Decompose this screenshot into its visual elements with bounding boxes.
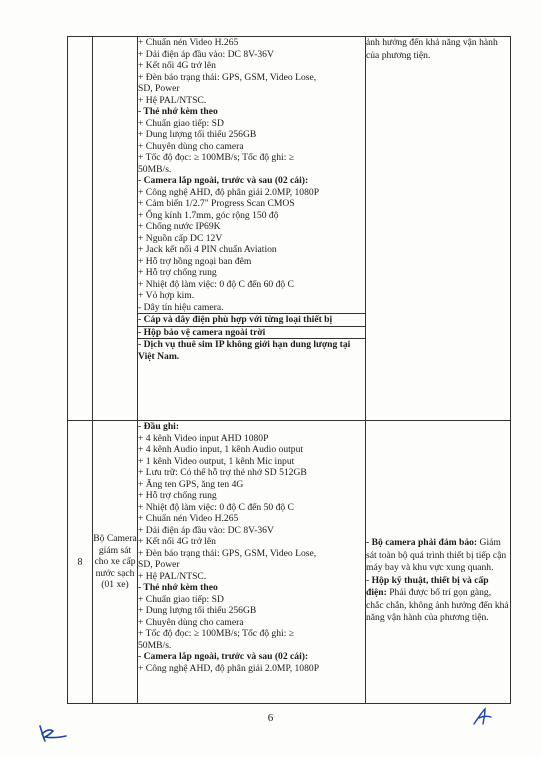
spec-line: + Vỏ hợp kim. (138, 290, 195, 301)
spec-line: + 4 kênh Video input AHD 1080P (138, 432, 269, 444)
spec-line: + Dải điện áp đầu vào: DC 8V-36V (138, 48, 274, 60)
spec-table (67, 36, 511, 704)
spec-line: + Hệ PAL/NTSC. (138, 570, 207, 582)
spec-line: + Dải điện áp đầu vào: DC 8V-36V (138, 524, 274, 536)
cell-notes (366, 421, 511, 704)
spec-line: + Chuẩn nén Video H.265 (138, 37, 239, 48)
spec-line: + Tốc độ đọc: ≥ 100MB/s; Tốc độ ghi: ≥ (138, 628, 295, 639)
note-text: ảnh hưởng đến khả năng vận hành của phương tiện. (366, 37, 498, 61)
spec-line: + Hỗ trợ chống rung (138, 490, 217, 501)
note-text: Giám sát toàn bộ quá trình thiết bị tiếp cận máy bay và khu vực xung quanh. (366, 537, 507, 574)
note-text: Phải được bố trí gọn gàng, chắc chắn, không ảnh hưởng đến khả năng vận hành của phương tiện. (366, 587, 509, 624)
cell-number-empty (68, 37, 93, 421)
spec-line: + Chuyên dùng cho camera (138, 140, 244, 152)
spec-line: + Cảm biến 1/2.7" Progress Scan CMOS (138, 198, 295, 209)
spec-line: + Lưu trữ: Có thể hỗ trợ thẻ nhớ SD 512GB (138, 467, 307, 478)
spec-bold-item: - Cáp và dây điện phù hợp với từng loại thiết bị (138, 314, 333, 325)
spec-line: + Dung lượng tối thiểu 256GB (138, 605, 257, 616)
spec-line: - Dây tín hiệu camera. (138, 301, 224, 313)
note-title: - Bộ camera phải đảm bảo: (366, 537, 478, 549)
spec-line: + Chuyên dùng cho camera (138, 616, 244, 628)
spec-line: + Kết nối 4G trở lên (138, 60, 216, 71)
spec-line: + Chuẩn nén Video H.265 (138, 513, 239, 524)
cell-specs-continued (138, 37, 366, 421)
spec-line: + 4 kênh Audio input, 1 kênh Audio output (138, 444, 304, 455)
spec-line: + Jack kết nối 4 PIN chuẩn Aviation (138, 244, 277, 255)
spec-line: 50MB/s. (138, 163, 172, 175)
row-number: 8 (68, 421, 93, 704)
spec-line: + 1 kênh Video output, 1 kênh Mic input (138, 455, 295, 467)
spec-line: + Hệ PAL/NTSC. (138, 94, 207, 106)
spec-line: + Chuẩn giao tiếp: SD (138, 593, 224, 605)
spec-line: + Đèn báo trạng thái: GPS, GSM, Video Lose, (138, 71, 317, 83)
item-name: Bộ Camera giám sát cho xe cấp nước sạch (01 xe) (93, 421, 138, 704)
spec-heading: - Camera lắp ngoài, trước và sau (02 cái): (138, 651, 309, 662)
cell-specs (138, 421, 366, 704)
spec-heading: - Thẻ nhớ kèm theo (138, 106, 218, 117)
note-1 (366, 537, 510, 575)
initials-signature-icon (36, 722, 70, 744)
spec-line: + Ống kính 1.7mm, góc rộng 150 độ (138, 209, 279, 221)
note-2 (366, 575, 510, 625)
spec-line: + Chuẩn giao tiếp: SD (138, 117, 224, 129)
cell-notes-continued (366, 37, 511, 421)
spec-bold-item: - Hộp bảo vệ camera ngoài trời (138, 326, 266, 338)
spec-heading: - Camera lắp ngoài, trước và sau (02 cái): (138, 175, 309, 186)
spec-line: + Hỗ trợ chống rung (138, 267, 217, 278)
note-title: - Hộp kỹ thuật, thiết bị và cấp điện: (366, 574, 489, 599)
spec-line: + Đèn báo trạng thái: GPS, GSM, Video Lose, (138, 547, 317, 559)
spec-heading: - Đầu ghi: (138, 421, 180, 432)
spec-line: SD, Power (138, 559, 180, 570)
spec-bold-item: - Dịch vụ thuê sim IP không giới hạn dung lượng tại Việt Nam. (138, 339, 351, 362)
spec-line: + Ăng ten GPS, ăng ten 4G (138, 478, 244, 490)
spec-line: + Nguồn cấp DC 12V (138, 232, 223, 244)
table-row-8 (68, 421, 511, 704)
spec-line: + Công nghệ AHD, độ phân giải 2.0MP, 1080P (138, 186, 320, 198)
spec-line: 50MB/s. (138, 639, 172, 651)
spec-line: + Chống nước IP69K (138, 221, 221, 232)
spec-heading: - Thẻ nhớ kèm theo (138, 582, 218, 593)
spec-line: + Dung lượng tối thiểu 256GB (138, 129, 257, 140)
spec-line: + Tốc độ đọc: ≥ 100MB/s; Tốc độ ghi: ≥ (138, 152, 295, 163)
spec-line: SD, Power (138, 83, 180, 94)
spec-line: + Hỗ trợ hồng ngoại ban đêm (138, 255, 252, 267)
table-row-continued (68, 37, 511, 421)
spec-line: + Kết nối 4G trở lên (138, 536, 216, 547)
cell-name-empty (93, 37, 138, 421)
page-number: 6 (267, 712, 274, 724)
initials-signature-icon (470, 706, 496, 728)
spec-line: + Nhiệt độ làm việc: 0 độ C đến 50 độ C (138, 501, 294, 513)
spec-line: + Công nghệ AHD, độ phân giải 2.0MP, 1080P (138, 662, 320, 674)
spec-line: + Nhiệt độ làm việc: 0 độ C đến 60 độ C (138, 278, 294, 290)
